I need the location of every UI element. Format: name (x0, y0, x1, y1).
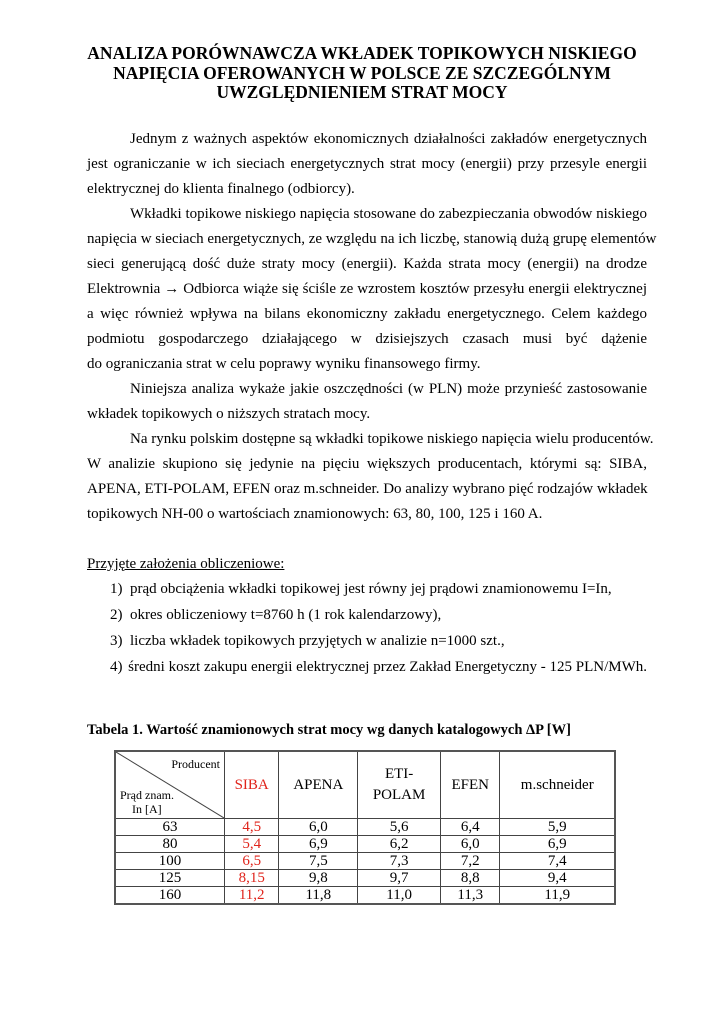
title-line: UWZGLĘDNIENIEM STRAT MOCY (216, 82, 508, 102)
text-line: Elektrownia → Odbiorca wiąże się ściśle ze wzrostem kosztów przesyłu energii elektrycznej (87, 281, 647, 297)
corner-producer-label: Producent (171, 757, 220, 771)
table-row (115, 819, 615, 836)
paragraph-2 (87, 202, 657, 377)
loss-table (114, 750, 616, 905)
value-cell: 7,3 (358, 853, 441, 870)
value-cell: 11,2 (225, 887, 279, 905)
table-row (115, 887, 615, 905)
value-cell: 5,4 (225, 836, 279, 853)
text-line: sieci generującą dość duże straty mocy (energii). Każda strata mocy (energii) na drodze (87, 256, 647, 272)
current-cell: 80 (115, 836, 225, 853)
value-cell: 9,4 (500, 870, 615, 887)
list-number: 3) (110, 633, 123, 649)
table-header-row (115, 751, 615, 819)
value-cell: 6,9 (500, 836, 615, 853)
value-cell: 8,15 (225, 870, 279, 887)
value-cell: 6,0 (279, 819, 358, 836)
text-line: jest ograniczanie w ich sieciach energetycznych strat mocy (energii) przy przesyle energii (87, 156, 647, 172)
value-cell: 9,8 (279, 870, 358, 887)
list-text: średni koszt zakupu energii elektrycznej przez Zakład Energetyczny - 125 PLN/MWh. (128, 659, 647, 675)
list-item (87, 629, 647, 655)
paragraph-4 (87, 427, 654, 527)
list-number: 1) (110, 581, 123, 597)
value-cell: 5,6 (358, 819, 441, 836)
list-number: 2) (110, 607, 123, 623)
value-cell: 6,0 (440, 836, 500, 853)
title-line: NAPIĘCIA OFEROWANYCH W POLSCE ZE SZCZEGÓLNYM (113, 62, 611, 83)
table-row (115, 870, 615, 887)
value-cell: 11,0 (358, 887, 441, 905)
text-line: Na rynku polskim dostępne są wkładki topikowe niskiego napięcia wielu producentów. (130, 431, 654, 447)
current-cell: 160 (115, 887, 225, 905)
current-cell: 63 (115, 819, 225, 836)
value-cell: 6,4 (440, 819, 500, 836)
paragraph-3 (87, 377, 647, 427)
corner-unit-line: In [A] (132, 802, 162, 816)
value-cell: 6,5 (225, 853, 279, 870)
current-cell: 100 (115, 853, 225, 870)
value-cell: 11,9 (500, 887, 615, 905)
table-row (115, 853, 615, 870)
header-apena: APENA (279, 751, 358, 819)
value-cell: 11,3 (440, 887, 500, 905)
title-line: ANALIZA PORÓWNAWCZA WKŁADEK TOPIKOWYCH NISKIEGO (87, 43, 637, 63)
table-row (115, 836, 615, 853)
value-cell: 5,9 (500, 819, 615, 836)
header-m-schneider: m.schneider (500, 751, 615, 819)
value-cell: 7,5 (279, 853, 358, 870)
text-line: Jednym z ważnych aspektów ekonomicznych działalności zakładów energetycznych (130, 131, 647, 147)
text-line: a więc również wpływa na bilans ekonomiczny zakładu energetycznego. Celem każdego (87, 306, 647, 322)
header-siba: SIBA (225, 751, 279, 819)
list-item (87, 603, 647, 629)
document-title (60, 44, 664, 103)
table-corner-cell (115, 751, 225, 819)
list-text: okres obliczeniowy t=8760 h (1 rok kalendarzowy), (130, 607, 442, 623)
assumptions-heading: Przyjęte założenia obliczeniowe: (87, 556, 285, 572)
corner-current-label (120, 788, 174, 816)
text-line: napięcia w sieciach energetycznych, ze względu na ich liczbę, stanowią dużą grupę elementów (87, 231, 657, 247)
text-line: APENA, ETI-POLAM, EFEN oraz m.schneider. Do analizy wybrano pięć rodzajów wkładek (87, 481, 648, 497)
value-cell: 6,2 (358, 836, 441, 853)
value-cell: 8,8 (440, 870, 500, 887)
current-cell: 125 (115, 870, 225, 887)
value-cell: 7,2 (440, 853, 500, 870)
text-line: podmiotu gospodarczego działającego w dzisiejszych czasach musi być dążenie (87, 331, 647, 347)
text-line: W analizie skupiono się jedynie na pięciu większych producentach, którymi są: SIBA, (87, 456, 647, 472)
text-line: do ograniczania strat w celu poprawy wyniku finansowego firmy. (87, 356, 481, 372)
list-item (87, 655, 647, 681)
value-cell: 6,9 (279, 836, 358, 853)
value-cell: 4,5 (225, 819, 279, 836)
spacer (87, 527, 647, 552)
list-text: prąd obciążenia wkładki topikowej jest równy jej prądowi znamionowemu I=In, (130, 581, 612, 597)
list-text: liczba wkładek topikowych przyjętych w analizie n=1000 szt., (130, 633, 505, 649)
document-body (87, 127, 657, 681)
table-caption: Tabela 1. Wartość znamionowych strat mocy wg danych katalogowych ΔP [W] (87, 722, 571, 738)
list-number: 4) (110, 659, 123, 675)
text-line: elektrycznej do klienta finalnego (odbiorcy). (87, 181, 355, 197)
list-item (87, 577, 647, 603)
paragraph-1 (87, 127, 647, 202)
header-efen: EFEN (440, 751, 500, 819)
corner-current-line: Prąd znam. (120, 788, 174, 802)
text-line: topikowych NH-00 o wartościach znamionowych: 63, 80, 100, 125 i 160 A. (87, 506, 543, 522)
text-line: Wkładki topikowe niskiego napięcia stosowane do zabezpieczania obwodów niskiego (130, 206, 647, 222)
value-cell: 9,7 (358, 870, 441, 887)
assumptions-list (87, 577, 647, 681)
text-line: wkładek topikowych o niższych stratach mocy. (87, 406, 371, 422)
value-cell: 11,8 (279, 887, 358, 905)
header-eti-polam: ETI- POLAM (358, 751, 441, 819)
text-line: Niniejsza analiza wykaże jakie oszczędności (w PLN) może przynieść zastosowanie (130, 381, 647, 397)
value-cell: 7,4 (500, 853, 615, 870)
